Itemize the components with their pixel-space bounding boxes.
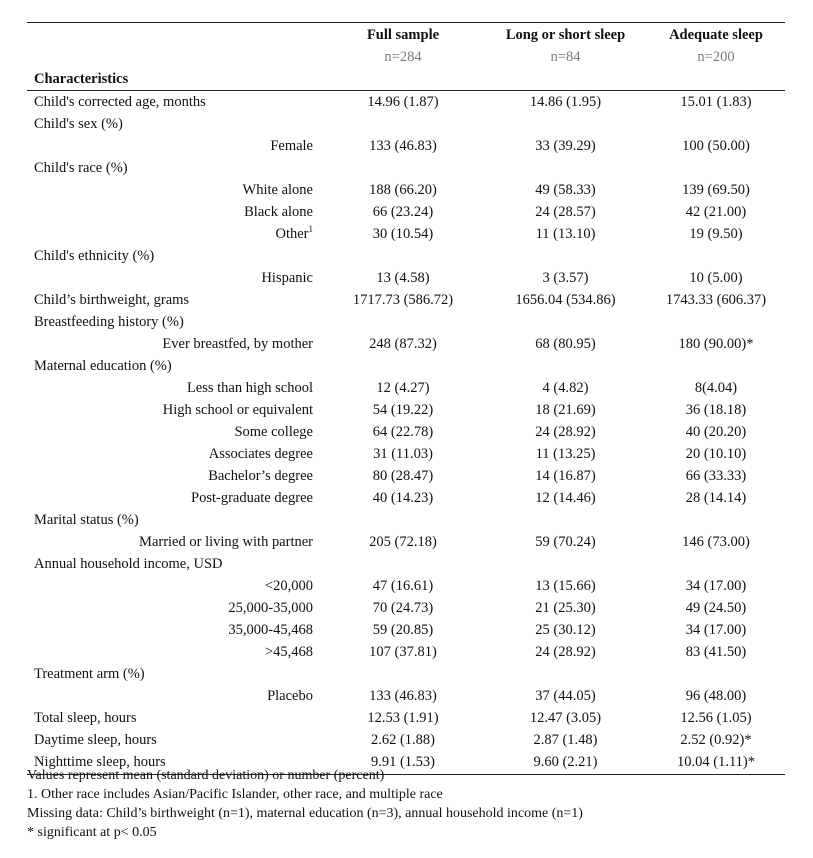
row-label-text: 25,000-35,000 bbox=[228, 600, 313, 616]
table-cell: 24 (28.92) bbox=[535, 424, 596, 440]
table-row bbox=[0, 245, 813, 267]
row-label bbox=[34, 663, 145, 685]
row-label bbox=[34, 157, 128, 179]
table-cell: 31 (11.03) bbox=[373, 446, 433, 462]
row-label bbox=[34, 707, 136, 729]
footnote-significance: * significant at p< 0.05 bbox=[27, 825, 157, 840]
table-cell: 40 (20.20) bbox=[685, 424, 747, 440]
row-label bbox=[34, 91, 206, 113]
row-label bbox=[208, 465, 313, 487]
table-row bbox=[0, 179, 813, 201]
row-label bbox=[265, 575, 313, 597]
table-cell: 66 (23.24) bbox=[372, 204, 434, 220]
table-cell: 14.96 (1.87) bbox=[367, 94, 439, 110]
table-cell: 12.56 (1.05) bbox=[680, 710, 752, 726]
column-n-full-sample: n=284 bbox=[384, 49, 422, 65]
table-cell: 14.86 (1.95) bbox=[529, 94, 602, 110]
table-cell: 59 (20.85) bbox=[372, 622, 434, 638]
row-label-text: Black alone bbox=[244, 204, 313, 220]
table-cell: 28 (14.14) bbox=[685, 490, 747, 506]
row-label bbox=[191, 487, 313, 509]
table-cell: 34 (17.00) bbox=[685, 578, 747, 594]
row-label-text: High school or equivalent bbox=[162, 402, 313, 418]
table-cell: 24 (28.92) bbox=[535, 644, 596, 660]
row-label-text: Less than high school bbox=[186, 380, 313, 396]
column-header-long-short-sleep: Long or short sleep bbox=[505, 27, 626, 43]
table-cell: 49 (58.33) bbox=[535, 182, 596, 198]
column-header-row bbox=[0, 24, 813, 46]
row-label bbox=[270, 135, 313, 157]
table-cell: 12.47 (3.05) bbox=[529, 710, 602, 726]
row-label-text: Total sleep, hours bbox=[34, 710, 137, 726]
table-cell: 34 (17.00) bbox=[685, 622, 747, 638]
table-row bbox=[0, 289, 813, 311]
table-cell: 248 (87.32) bbox=[369, 336, 437, 352]
table-cell: 20 (10.10) bbox=[685, 446, 747, 462]
row-label bbox=[34, 289, 189, 311]
row-label-text: Post-graduate degree bbox=[191, 490, 313, 506]
table-cell: 42 (21.00) bbox=[685, 204, 747, 220]
table-row bbox=[0, 399, 813, 421]
row-label bbox=[228, 597, 313, 619]
table-cell: 33 (39.29) bbox=[535, 138, 596, 154]
row-label bbox=[163, 399, 313, 421]
table-cell: 12 (4.27) bbox=[376, 380, 430, 396]
row-label-text: Placebo bbox=[267, 688, 313, 704]
table-row bbox=[0, 311, 813, 333]
row-label-text: Ever breastfed, by mother bbox=[162, 336, 313, 352]
table-row bbox=[0, 377, 813, 399]
table-cell: 80 (28.47) bbox=[372, 468, 434, 484]
table-cell: 59 (70.24) bbox=[535, 534, 596, 550]
table-cell: 83 (41.50) bbox=[685, 644, 747, 660]
column-header-adequate-sleep: Adequate sleep bbox=[669, 27, 763, 43]
footnote-other-race: 1. Other race includes Asian/Pacific Islander, other race, and multiple race bbox=[27, 787, 443, 802]
table-row bbox=[0, 135, 813, 157]
table-cell: 100 (50.00) bbox=[682, 138, 750, 154]
table-row bbox=[0, 729, 813, 751]
table-row bbox=[0, 685, 813, 707]
row-label-text: Some college bbox=[234, 424, 313, 440]
table-cell: 1743.33 (606.37) bbox=[665, 292, 767, 308]
table-cell: 68 (80.95) bbox=[535, 336, 596, 352]
table-row bbox=[0, 619, 813, 641]
row-label-text: White alone bbox=[242, 182, 313, 198]
table-cell: 40 (14.23) bbox=[372, 490, 434, 506]
column-n-adequate-sleep: n=200 bbox=[697, 49, 735, 65]
table-row bbox=[0, 223, 813, 245]
characteristics-header-row bbox=[0, 68, 813, 90]
table-cell: 11 (13.10) bbox=[535, 226, 596, 242]
table-cell: 188 (66.20) bbox=[369, 182, 437, 198]
table-cell: 25 (30.12) bbox=[535, 622, 596, 638]
row-label-text: Married or living with partner bbox=[139, 534, 313, 550]
table-row bbox=[0, 443, 813, 465]
row-label bbox=[34, 245, 154, 267]
table-cell: 96 (48.00) bbox=[685, 688, 747, 704]
table-cell: 107 (37.81) bbox=[369, 644, 437, 660]
row-label bbox=[244, 201, 313, 223]
table-cell: 10.04 (1.11)* bbox=[677, 754, 755, 770]
table-row bbox=[0, 333, 813, 355]
row-label-text: Annual household income, USD bbox=[34, 556, 223, 572]
row-label-text: Bachelor’s degree bbox=[208, 468, 313, 484]
row-label-text: Maternal education (%) bbox=[34, 358, 172, 374]
table-cell: 12.53 (1.91) bbox=[367, 710, 439, 726]
table-cell: 146 (73.00) bbox=[682, 534, 750, 550]
table-cell: 2.87 (1.48) bbox=[533, 732, 598, 748]
row-label-text: Child's sex (%) bbox=[34, 116, 123, 132]
row-label bbox=[267, 685, 313, 707]
row-label bbox=[187, 377, 313, 399]
column-n-long-short-sleep: n=84 bbox=[550, 49, 581, 65]
row-label-text: Marital status (%) bbox=[34, 512, 139, 528]
table-cell: 21 (25.30) bbox=[535, 600, 596, 616]
row-label bbox=[139, 531, 313, 553]
table-cell: 11 (13.25) bbox=[535, 446, 596, 462]
table-row bbox=[0, 663, 813, 685]
table-row bbox=[0, 707, 813, 729]
table-cell: 2.52 (0.92)* bbox=[680, 732, 752, 748]
row-label-text: Other bbox=[275, 226, 309, 242]
row-label-text: Hispanic bbox=[261, 270, 313, 286]
row-label bbox=[34, 729, 157, 751]
row-label bbox=[209, 443, 313, 465]
table-cell: 30 (10.54) bbox=[372, 226, 434, 242]
table-row bbox=[0, 355, 813, 377]
table-cell: 47 (16.61) bbox=[372, 578, 434, 594]
footnote-marker: 1 bbox=[308, 224, 313, 235]
table-cell: 2.62 (1.88) bbox=[370, 732, 436, 748]
table-cell: 54 (19.22) bbox=[372, 402, 434, 418]
table-row bbox=[0, 509, 813, 531]
table-cell: 66 (33.33) bbox=[685, 468, 747, 484]
table-row bbox=[0, 487, 813, 509]
row-label-text: <20,000 bbox=[264, 578, 313, 594]
row-label bbox=[228, 619, 313, 641]
table-cell: 1717.73 (586.72) bbox=[352, 292, 454, 308]
table-row bbox=[0, 113, 813, 135]
row-label bbox=[243, 179, 313, 201]
table-cell: 36 (18.18) bbox=[685, 402, 747, 418]
table-cell: 24 (28.57) bbox=[535, 204, 596, 220]
table-cell: 1656.04 (534.86) bbox=[515, 292, 616, 308]
table-cell: 15.01 (1.83) bbox=[680, 94, 752, 110]
row-label-text: >45,468 bbox=[264, 644, 313, 660]
table-cell: 9.91 (1.53) bbox=[370, 754, 436, 770]
table-row bbox=[0, 641, 813, 663]
footnote-missing-data: Missing data: Child’s birthweight (n=1), maternal education (n=3), annual household income (n=1) bbox=[27, 806, 583, 821]
row-label bbox=[275, 223, 313, 245]
table-cell: 13 (15.66) bbox=[535, 578, 596, 594]
row-label bbox=[261, 267, 313, 289]
row-label bbox=[162, 333, 313, 355]
row-label-text: Associates degree bbox=[208, 446, 313, 462]
row-label-text: Nighttime sleep, hours bbox=[34, 754, 166, 770]
row-label bbox=[34, 113, 123, 135]
table-row bbox=[0, 597, 813, 619]
table-cell: 37 (44.05) bbox=[535, 688, 596, 704]
column-header-full-sample: Full sample bbox=[366, 27, 440, 43]
table-row bbox=[0, 553, 813, 575]
table-row bbox=[0, 267, 813, 289]
table-cell: 3 (3.57) bbox=[542, 270, 589, 286]
row-label bbox=[34, 355, 172, 377]
table-cell: 13 (4.58) bbox=[376, 270, 430, 286]
table-row bbox=[0, 575, 813, 597]
characteristics-header: Characteristics bbox=[34, 71, 129, 87]
table-cell: 19 (9.50) bbox=[689, 226, 743, 242]
table-cell: 14 (16.87) bbox=[535, 468, 596, 484]
row-label bbox=[34, 509, 139, 531]
table-cell: 139 (69.50) bbox=[682, 182, 750, 198]
table-cell: 18 (21.69) bbox=[535, 402, 596, 418]
table-row bbox=[0, 201, 813, 223]
column-n-row bbox=[0, 46, 813, 68]
table-cell: 12 (14.46) bbox=[535, 490, 596, 506]
table-row bbox=[0, 465, 813, 487]
top-rule bbox=[27, 22, 785, 23]
row-label-text: Female bbox=[270, 138, 313, 154]
table-row bbox=[0, 91, 813, 113]
table-row bbox=[0, 157, 813, 179]
table-cell: 70 (24.73) bbox=[372, 600, 434, 616]
table-cell: 8(4.04) bbox=[694, 380, 738, 396]
table-cell: 205 (72.18) bbox=[369, 534, 437, 550]
row-label-text: Child's corrected age, months bbox=[34, 94, 206, 110]
row-label-text: Daytime sleep, hours bbox=[34, 732, 157, 748]
row-label-text: Child's ethnicity (%) bbox=[34, 248, 155, 264]
footnote-values: Values represent mean (standard deviation) or number (percent) bbox=[27, 768, 385, 783]
table-row bbox=[0, 531, 813, 553]
table-cell: 4 (4.82) bbox=[542, 380, 589, 396]
row-label-text: Child's race (%) bbox=[34, 160, 128, 176]
row-label-text: Child’s birthweight, grams bbox=[34, 292, 190, 308]
row-label-text: 35,000-45,468 bbox=[228, 622, 313, 638]
row-label bbox=[34, 553, 222, 575]
table-cell: 9.60 (2.21) bbox=[533, 754, 598, 770]
row-label-text: Treatment arm (%) bbox=[34, 666, 145, 682]
table-cell: 10 (5.00) bbox=[689, 270, 743, 286]
row-label bbox=[265, 641, 313, 663]
table-cell: 180 (90.00)* bbox=[678, 336, 754, 352]
row-label bbox=[234, 421, 313, 443]
table-row bbox=[0, 421, 813, 443]
table-cell: 133 (46.83) bbox=[369, 688, 437, 704]
table-cell: 49 (24.50) bbox=[685, 600, 747, 616]
row-label-text: Breastfeeding history (%) bbox=[34, 314, 184, 330]
table-cell: 133 (46.83) bbox=[369, 138, 437, 154]
row-label bbox=[34, 311, 184, 333]
table-cell: 64 (22.78) bbox=[372, 424, 434, 440]
